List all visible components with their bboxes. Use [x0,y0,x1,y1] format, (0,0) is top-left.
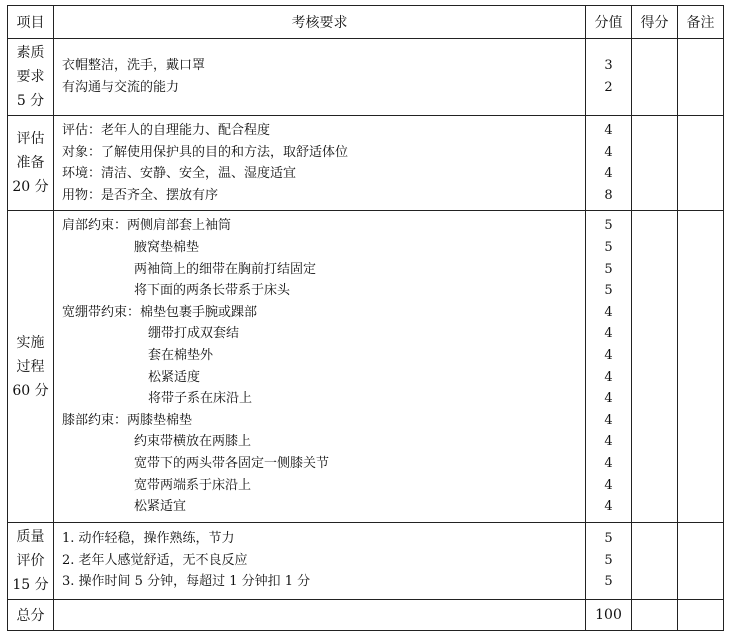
requirement-line: 套在棉垫外 [148,347,214,363]
section-row [8,39,724,116]
requirement-line: 有沟通与交流的能力 [62,80,180,95]
got-cell [632,39,678,116]
score-value: 5 [604,574,613,590]
header-item: 项目 [8,6,54,39]
requirement-line: 宽绷带约束：棉垫包裹手腕或踝部 [62,304,258,320]
category-line: 评价 [16,552,45,569]
category-line: 过程 [16,358,45,375]
header-row [8,6,724,39]
section-requirements [54,211,586,522]
category-line: 60 分 [12,382,49,399]
got-cell [632,116,678,211]
got-cell [632,522,678,599]
header-got: 得分 [632,6,678,39]
section-row [8,116,724,211]
requirement-line: 1. 动作轻稳，操作熟练，节力 [62,531,235,547]
score-value: 5 [604,552,613,568]
requirement-line: 评估：老年人的自理能力、配合程度 [62,123,271,138]
category-line: 5 分 [16,93,45,109]
section-requirements [54,39,586,116]
score-value: 4 [604,412,613,428]
score-value: 5 [604,283,613,299]
requirement-line: 绷带打成双套结 [148,326,240,342]
section-category [8,522,54,599]
score-value: 4 [604,477,613,493]
section-scores [586,522,632,599]
table-body [8,39,724,631]
requirement-line: 环境：清洁、安静、安全，温、湿度适宜 [62,166,297,182]
category-line: 20 分 [12,179,49,196]
score-value: 3 [604,58,613,74]
category-line: 要求 [16,69,45,85]
requirement-line: 肩部约束：两侧肩部套上袖筒 [62,218,232,234]
section-category [8,116,54,211]
score-value: 5 [604,218,613,234]
score-value: 4 [604,144,613,160]
category-line: 质量 [16,528,45,545]
score-value: 4 [604,166,613,182]
requirement-line: 衣帽整洁，洗手，戴口罩 [62,58,206,74]
category-line: 准备 [16,155,45,172]
assessment-table [7,5,724,631]
score-value: 2 [604,80,613,95]
score-value: 4 [604,369,613,385]
section-category [8,211,54,522]
score-value: 4 [604,347,613,363]
category-line: 实施 [16,334,45,351]
section-category [8,39,54,116]
score-value: 4 [604,326,613,342]
requirement-line: 将带子系在床沿上 [148,391,253,407]
requirement-line: 松紧适度 [148,369,201,385]
header-requirement: 考核要求 [54,6,586,39]
note-cell [678,39,724,116]
requirement-line: 3. 操作时间 5 分钟，每超过 1 分钟扣 1 分 [62,574,311,590]
score-value: 4 [604,455,613,471]
section-requirements [54,522,586,599]
section-row [8,522,724,599]
score-value: 4 [604,434,613,450]
category-line: 评估 [16,131,45,148]
score-value: 8 [604,187,613,203]
header-score: 分值 [586,6,632,39]
note-cell [678,522,724,599]
requirement-line: 两袖筒上的细带在胸前打结固定 [134,261,317,277]
note-cell [678,116,724,211]
score-value: 4 [604,499,613,515]
section-scores [586,39,632,116]
section-requirements [54,116,586,211]
score-value: 4 [604,391,613,407]
requirement-line: 将下面的两条长带系于床头 [134,283,291,299]
requirement-line: 约束带横放在两膝上 [134,434,252,450]
section-scores [586,116,632,211]
header-note: 备注 [678,6,724,39]
requirement-line: 宽带两端系于床沿上 [134,477,252,493]
requirement-line: 腋窝垫棉垫 [134,239,200,255]
total-label: 总分 [8,599,54,630]
note-cell [678,211,724,522]
section-scores [586,211,632,522]
requirement-line: 2. 老年人感觉舒适，无不良反应 [62,552,248,568]
score-value: 4 [604,304,613,320]
got-cell [632,211,678,522]
section-row [8,211,724,522]
score-value: 4 [604,123,613,138]
total-score: 100 [586,599,632,630]
requirement-line: 宽带下的两头带各固定一侧膝关节 [134,455,330,471]
requirement-line: 松紧适宜 [134,499,187,515]
requirement-line: 对象：了解使用保护具的目的和方法，取舒适体位 [62,144,349,160]
score-value: 5 [604,239,613,255]
category-line: 15 分 [12,576,49,593]
requirement-line: 膝部约束：两膝垫棉垫 [62,412,193,428]
score-value: 5 [604,261,613,277]
score-value: 5 [604,531,613,547]
requirement-line: 用物：是否齐全、摆放有序 [62,187,219,203]
category-line: 素质 [16,45,45,61]
